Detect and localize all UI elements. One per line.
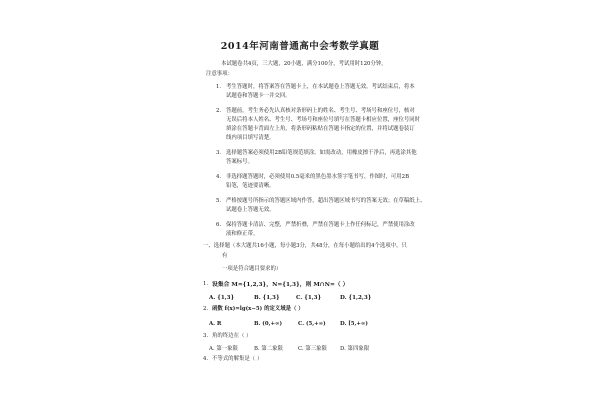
notice-heading: 注意事项： — [206, 71, 233, 77]
option: A. 第一象限 — [209, 346, 238, 352]
option: A. R — [209, 321, 222, 327]
question-number: 2. — [203, 306, 209, 312]
notice-line: 答案标号。 — [226, 159, 253, 165]
notice-number: 6. — [216, 222, 222, 228]
option: B. (0,+∞) — [254, 321, 283, 327]
option: D. {1,2,3} — [340, 295, 372, 301]
notice-line: 铅笔，笔迹要清晰。 — [226, 183, 275, 189]
notice-line: 非选择题答题时，必须使用0.5毫米的黑色墨水签字笔书写，作图时，可用2B — [226, 174, 410, 180]
notice-line: 填涂在答题卡背面左上角，将条形码粘贴在答题卡指定的位置，并将试题卷装订 — [226, 126, 415, 132]
notice-number: 3. — [216, 150, 222, 156]
option: C. {1,3} — [296, 295, 322, 301]
notice-number: 4. — [216, 174, 222, 180]
notice-line: 线内项目填写清楚。 — [226, 135, 275, 141]
intro-text: 本试题卷共4页，三大题，20小题，满分100分，考试用时120分钟。 — [221, 61, 387, 67]
question-stem: 设集合 M={1,2,3}，N={1,3}，则 M∩N=（ ） — [212, 282, 349, 288]
section-heading-line: 有 — [222, 253, 228, 259]
question-number: 3. — [203, 333, 209, 339]
notice-line: 严格按题号所指示的答题区域内作答，超出答题区域书写的答案无效；在草稿纸上、 — [226, 198, 426, 204]
option: B. 第二象限 — [254, 346, 283, 352]
document-title: 2014年河南普通高中会考数学真题 — [220, 41, 380, 52]
option: D. 第四象限 — [340, 346, 370, 352]
notice-line: 液和修正带。 — [226, 231, 259, 237]
question-stem: 不等式的解集是（ ） — [212, 356, 263, 362]
notice-line: 考生答题时，将答案答在答题卡上，在本试题卷上答题无效。考试结束后，将本 — [226, 84, 415, 90]
option: B. {1,3} — [254, 295, 280, 301]
notice-line: 选择题答案必须使用2B铅笔规范填涂。如需改动，用橡皮擦干净后，再选涂其他 — [226, 150, 417, 156]
section-heading: 一、选择题（本大题共16小题，每小题3分，共48分，在每小题给出的4个选项中，只 — [203, 243, 407, 249]
option: C. (5,+∞) — [298, 321, 326, 327]
question-number: 1. — [203, 281, 209, 287]
notice-line: 答题前，考生务必先认真核对条形码上的姓名、考生号、考场号和座位号，核对 — [226, 108, 415, 114]
notice-number: 5. — [216, 198, 222, 204]
option: D. [5,+∞) — [340, 321, 368, 327]
notice-number: 2. — [216, 108, 222, 114]
question-stem: 角的终边在（ ） — [212, 333, 252, 339]
option: C. 第三象限 — [298, 346, 327, 352]
section-heading-line: 一项是符合题目要求的） — [222, 266, 282, 272]
notice-line: 无误后将本人姓名、考生号、考场号和座位号填写在答题卡相应位置，座位号同时 — [226, 117, 421, 123]
option: A. {1,3} — [209, 295, 235, 301]
notice-number: 1. — [216, 84, 222, 90]
notice-line: 保持答题卡清洁、完整，严禁折叠，严禁在答题卡上作任何标记，严禁使用涂改 — [226, 222, 415, 228]
question-number: 4. — [203, 356, 209, 362]
notice-line: 试题卷上答题无效。 — [226, 207, 275, 213]
notice-line: 试题卷和答题卡一并交回。 — [226, 93, 291, 99]
question-stem: 函数 f(x)=lg(x−5) 的定义域是（ ） — [212, 306, 304, 312]
